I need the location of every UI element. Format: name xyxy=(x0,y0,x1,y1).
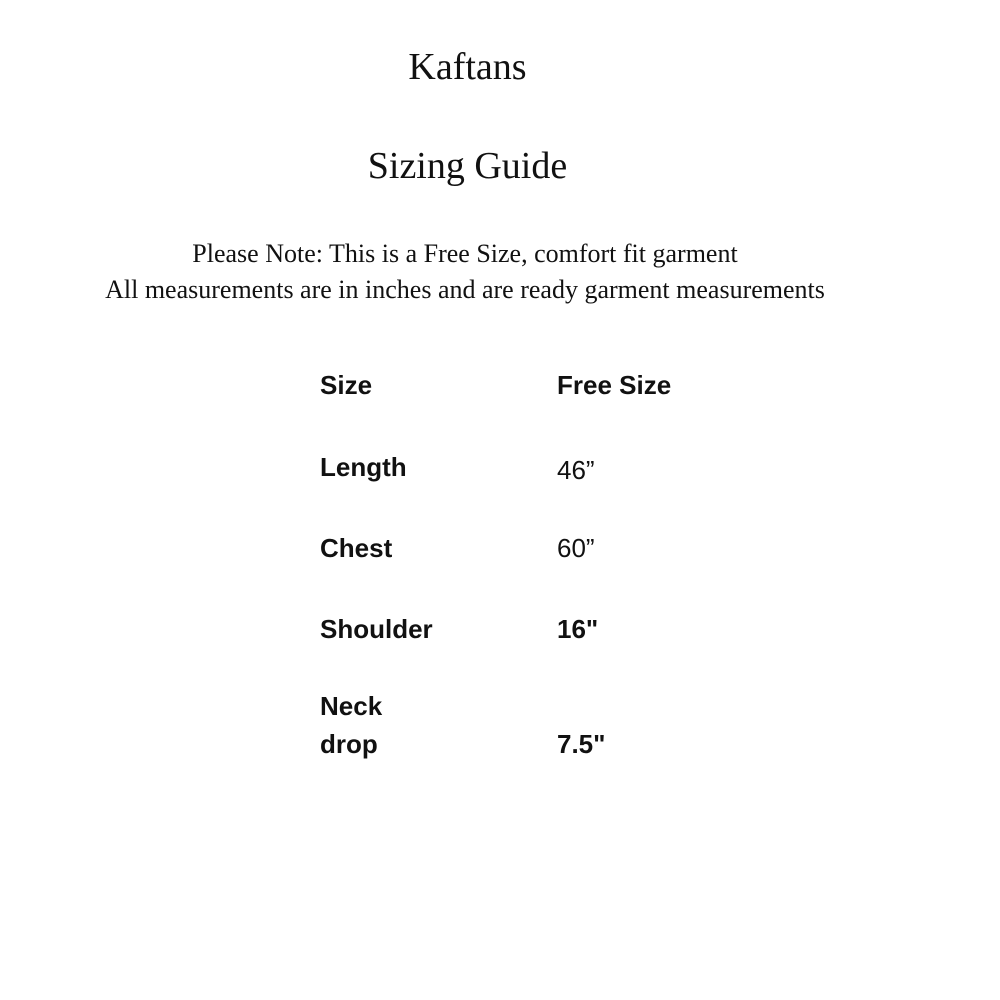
length-value: 46” xyxy=(557,455,595,485)
measurement-note: All measurements are in inches and are ready garment measurements xyxy=(105,275,825,304)
neck-drop-label-line-2: drop xyxy=(320,729,378,759)
neck-drop-value: 7.5" xyxy=(557,729,606,759)
neck-drop-label-line-1: Neck xyxy=(320,691,383,721)
shoulder-label: Shoulder xyxy=(320,614,433,644)
length-label: Length xyxy=(320,452,407,482)
free-size-note: Please Note: This is a Free Size, comfort fit garment xyxy=(192,239,738,268)
shoulder-value: 16" xyxy=(557,614,599,644)
size-label: Size xyxy=(320,370,373,400)
size-value: Free Size xyxy=(557,370,672,400)
page-title: Kaftans xyxy=(408,46,527,88)
chest-value: 60” xyxy=(557,533,595,563)
sizing-guide-heading: Sizing Guide xyxy=(367,145,568,187)
chest-label: Chest xyxy=(320,533,393,563)
